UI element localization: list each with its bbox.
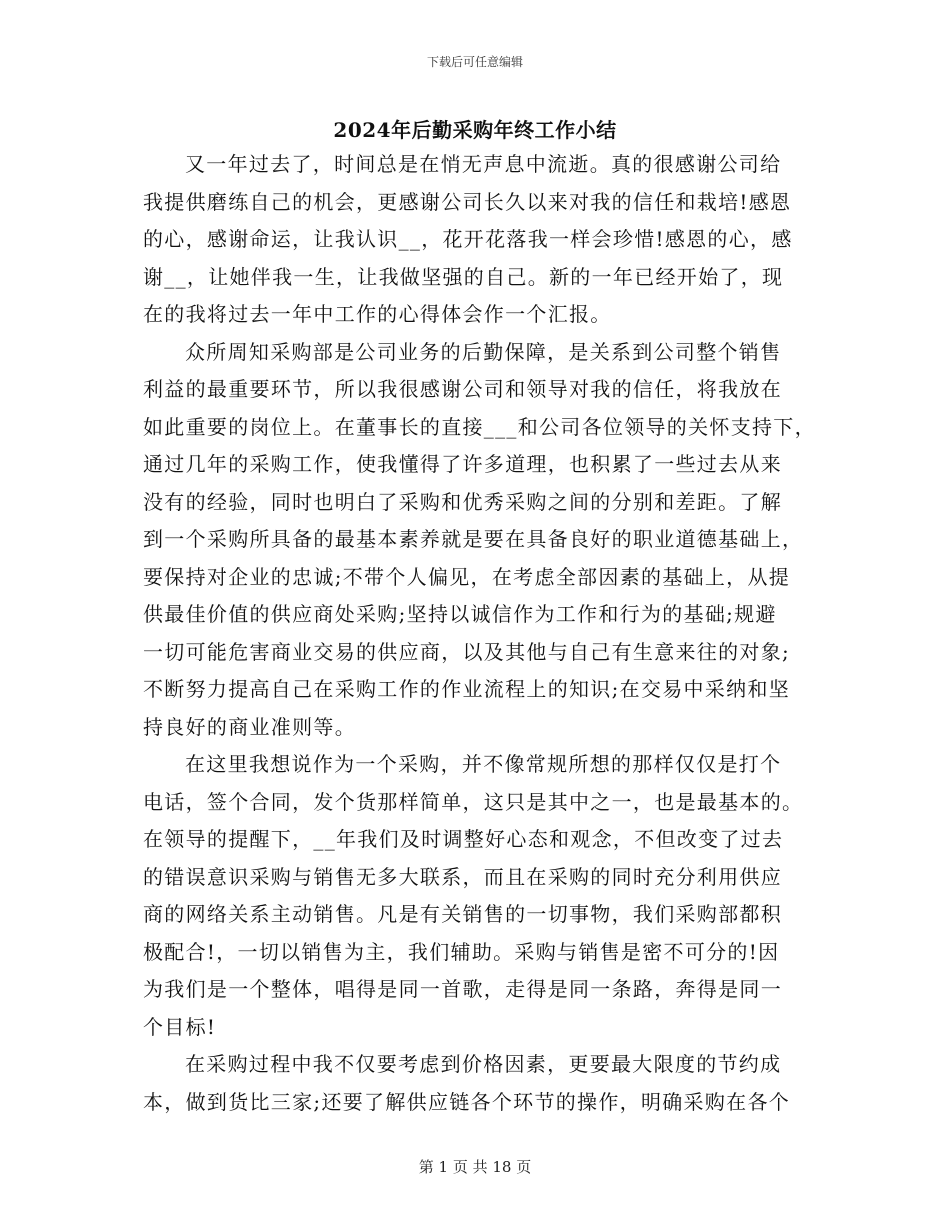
body-line: 众所周知采购部是公司业务的后勤保障，是关系到公司整个销售: [185, 339, 782, 364]
body-line: 个目标!: [143, 1014, 217, 1039]
document-title: 2024年后勤采购年终工作小结: [333, 118, 617, 142]
body-line: 没有的经验，同时也明白了采购和优秀采购之间的分别和差距。了解: [143, 489, 782, 514]
body-line: 持良好的商业准则等。: [143, 714, 356, 739]
body-line: 在领导的提醒下，__年我们及时调整好心态和观念，不但改变了过去: [143, 827, 784, 851]
page-header-note: 下载后可任意编辑: [426, 55, 523, 69]
body-line: 如此重要的岗位上。在董事长的直接___和公司各位领导的关怀支持下，: [143, 414, 816, 439]
body-line: 极配合!，一切以销售为主，我们辅助。采购与销售是密不可分的!因: [143, 939, 780, 964]
body-line: 供最佳价值的供应商处采购;坚持以诚信作为工作和行为的基础;规避: [143, 602, 777, 626]
body-line: 电话，签个合同，发个货那样简单，这只是其中之一，也是最基本的。: [143, 789, 804, 814]
body-line: 的心，感谢命运，让我认识__，花开花落我一样会珍惜!感恩的心，感: [143, 227, 793, 251]
body-line: 又一年过去了，时间总是在悄无声息中流逝。真的很感谢公司给: [185, 152, 782, 176]
body-line: 商的网络关系主动销售。凡是有关销售的一切事物，我们采购部都积: [143, 902, 782, 926]
body-line: 要保持对企业的忠诚;不带个人偏见，在考虑全部因素的基础上，从提: [143, 564, 791, 589]
body-line: 在的我将过去一年中工作的心得体会作一个汇报。: [143, 302, 612, 326]
document-body: [143, 146, 816, 1121]
body-line: 不断努力提高自己在采购工作的作业流程上的知识;在交易中采纳和坚: [143, 677, 791, 701]
body-line: 为我们是一个整体，唱得是同一首歌，走得是同一条路，奔得是同一: [143, 977, 782, 1001]
body-line: 利益的最重要环节，所以我很感谢公司和领导对我的信任，将我放在: [143, 377, 782, 401]
body-line: 的错误意识采购与销售无多大联系，而且在采购的同时充分利用供应: [143, 864, 782, 889]
page-number: 第 1 页 共 18 页: [418, 1158, 532, 1176]
body-line: 通过几年的采购工作，使我懂得了许多道理，也积累了一些过去从来: [143, 452, 782, 476]
body-line: 谢__，让她伴我一生，让我做坚强的自己。新的一年已经开始了，现: [143, 264, 784, 289]
body-line: 一切可能危害商业交易的供应商，以及其他与自己有生意来往的对象;: [143, 639, 791, 664]
body-line: 在这里我想说作为一个采购，并不像常规所想的那样仅仅是打个: [185, 752, 782, 776]
body-line: 我提供磨练自己的机会，更感谢公司长久以来对我的信任和栽培!感恩: [143, 189, 792, 214]
body-line: 在采购过程中我不仅要考虑到价格因素，更要最大限度的节约成: [185, 1052, 782, 1076]
body-line: 到一个采购所具备的最基本素养就是要在具备良好的职业道德基础上，: [143, 527, 804, 551]
body-line: 本，做到货比三家;还要了解供应链各个环节的操作，明确采购在各个: [143, 1089, 791, 1114]
